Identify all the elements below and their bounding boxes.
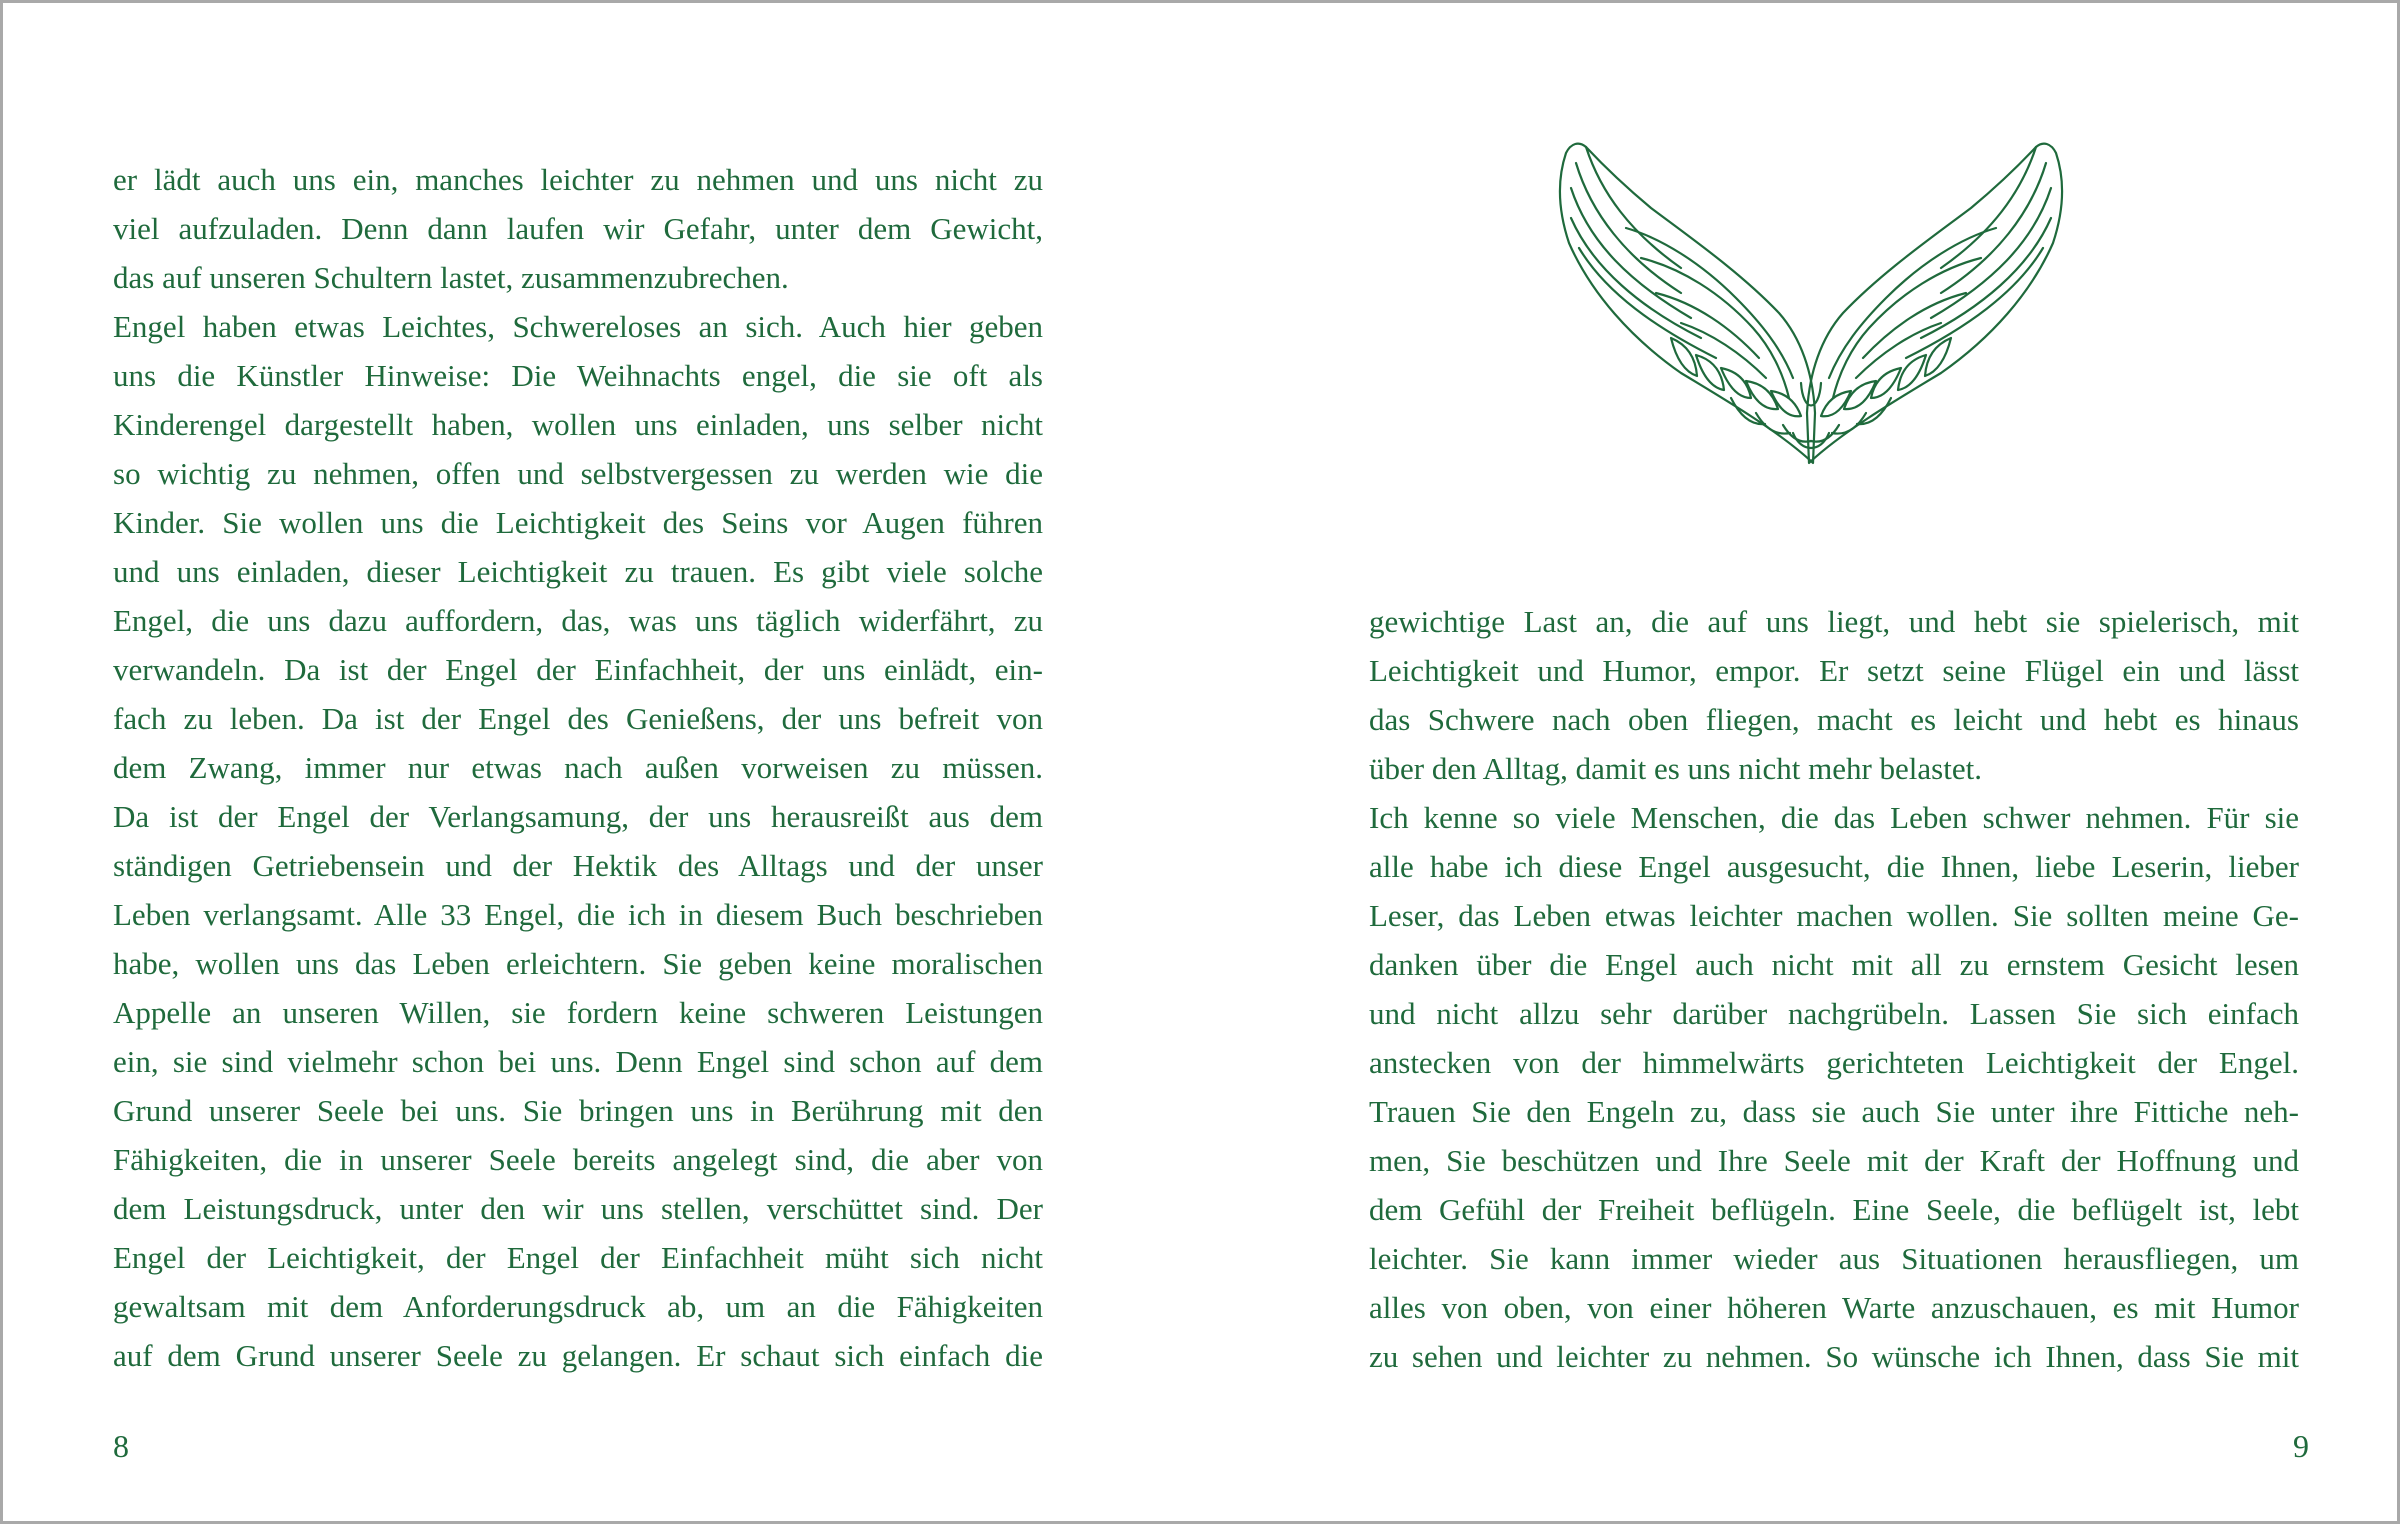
- text-line: Appelle an unseren Willen, sie fordern keine schweren Leistungen: [113, 995, 1043, 1030]
- text-line: men, Sie beschützen und Ihre Seele mit der Kraft der Hoffnung und: [1369, 1143, 2299, 1178]
- text-line: Grund unserer Seele bei uns. Sie bringen uns in Berührung mit den: [113, 1093, 1043, 1128]
- text-line: alles von oben, von einer höheren Warte anzuschauen, es mit Humor: [1369, 1290, 2299, 1325]
- text-line: so wichtig zu nehmen, offen und selbstvergessen zu werden wie die: [113, 456, 1043, 491]
- text-line: Engel der Leichtigkeit, der Engel der Einfachheit müht sich nicht: [113, 1240, 1043, 1275]
- left-page-number: 8: [113, 1428, 129, 1464]
- text-line: Leser, das Leben etwas leichter machen wollen. Sie sollten meine Ge-: [1369, 898, 2299, 933]
- text-line: leichter. Sie kann immer wieder aus Situationen herausfliegen, um: [1369, 1241, 2299, 1276]
- text-line: gewichtige Last an, die auf uns liegt, und hebt sie spielerisch, mit: [1369, 604, 2299, 639]
- text-line: das auf unseren Schultern lastet, zusammenzubrechen.: [113, 260, 789, 295]
- text-line: Engel haben etwas Leichtes, Schwereloses an sich. Auch hier geben: [113, 309, 1043, 344]
- text-line: Ich kenne so viele Menschen, die das Leben schwer nehmen. Für sie: [1369, 800, 2299, 835]
- text-line: zu sehen und leichter zu nehmen. So wünsche ich Ihnen, dass Sie mit: [1369, 1339, 2299, 1374]
- text-line: Fähigkeiten, die in unserer Seele bereits angelegt sind, die aber von: [113, 1142, 1043, 1177]
- text-line: Leben verlangsamt. Alle 33 Engel, die ich in diesem Buch beschrieben: [113, 897, 1043, 932]
- angel-wings-icon: [1531, 133, 2091, 488]
- text-line: dem Zwang, immer nur etwas nach außen vorweisen zu müssen.: [113, 750, 1043, 785]
- text-line: Kinderengel dargestellt haben, wollen uns einladen, uns selber nicht: [113, 407, 1043, 442]
- text-line: fach zu leben. Da ist der Engel des Genießens, der uns befreit von: [113, 701, 1043, 736]
- right-page: [1203, 3, 2400, 1521]
- text-line: auf dem Grund unserer Seele zu gelangen. Er schaut sich einfach die: [113, 1338, 1043, 1373]
- text-line: ständigen Getriebensein und der Hektik des Alltags und der unser: [113, 848, 1043, 883]
- text-line: dem Gefühl der Freiheit beflügeln. Eine Seele, die beflügelt ist, lebt: [1369, 1192, 2299, 1227]
- text-line: alle habe ich diese Engel ausgesucht, die Ihnen, liebe Leserin, lieber: [1369, 849, 2299, 884]
- text-line: dem Leistungsdruck, unter den wir uns stellen, verschüttet sind. Der: [113, 1191, 1043, 1226]
- text-line: gewaltsam mit dem Anforderungsdruck ab, um an die Fähigkeiten: [113, 1289, 1043, 1324]
- text-line: Engel, die uns dazu auffordern, das, was uns täglich widerfährt, zu: [113, 603, 1043, 638]
- text-line: und uns einladen, dieser Leichtigkeit zu trauen. Es gibt viele solche: [113, 554, 1043, 589]
- text-line: Trauen Sie den Engeln zu, dass sie auch Sie unter ihre Fittiche neh-: [1369, 1094, 2299, 1129]
- text-line: anstecken von der himmelwärts gerichteten Leichtigkeit der Engel.: [1369, 1045, 2299, 1080]
- text-line: danken über die Engel auch nicht mit all zu ernstem Gesicht lesen: [1369, 947, 2299, 982]
- text-line: uns die Künstler Hinweise: Die Weihnachts engel, die sie oft als: [113, 358, 1043, 393]
- left-page-body-text: [113, 155, 1043, 1380]
- text-line: über den Alltag, damit es uns nicht mehr belastet.: [1369, 751, 1982, 786]
- right-page-body-text: [1369, 597, 2299, 1381]
- right-page-number: 9: [2293, 1428, 2309, 1464]
- text-line: viel aufzuladen. Denn dann laufen wir Gefahr, unter dem Gewicht,: [113, 211, 1043, 246]
- text-line: das Schwere nach oben fliegen, macht es leicht und hebt es hinaus: [1369, 702, 2299, 737]
- text-line: Kinder. Sie wollen uns die Leichtigkeit des Seins vor Augen führen: [113, 505, 1043, 540]
- text-line: Leichtigkeit und Humor, empor. Er setzt seine Flügel ein und lässt: [1369, 653, 2299, 688]
- text-line: verwandeln. Da ist der Engel der Einfachheit, der uns einlädt, ein-: [113, 652, 1043, 687]
- text-line: er lädt auch uns ein, manches leichter zu nehmen und uns nicht zu: [113, 162, 1043, 197]
- text-line: und nicht allzu sehr darüber nachgrübeln. Lassen Sie sich einfach: [1369, 996, 2299, 1031]
- text-line: habe, wollen uns das Leben erleichtern. Sie geben keine moralischen: [113, 946, 1043, 981]
- left-page: [3, 3, 1203, 1521]
- text-line: Da ist der Engel der Verlangsamung, der uns herausreißt aus dem: [113, 799, 1043, 834]
- text-line: ein, sie sind vielmehr schon bei uns. Denn Engel sind schon auf dem: [113, 1044, 1043, 1079]
